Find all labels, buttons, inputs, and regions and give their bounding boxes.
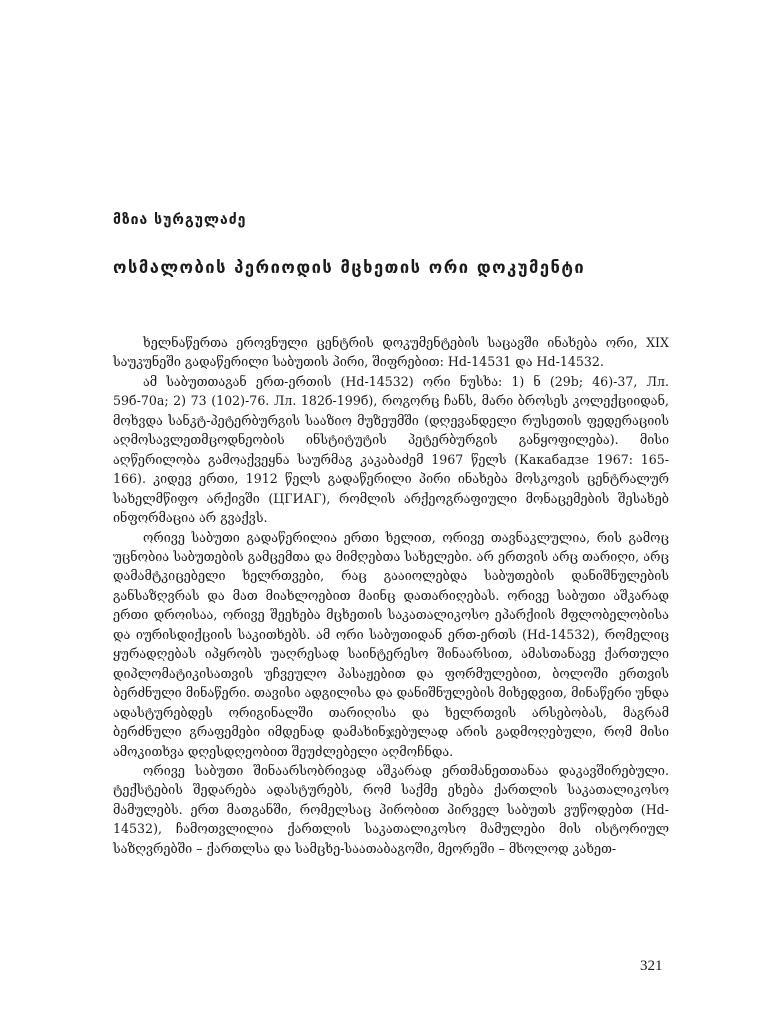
page-number: 321 xyxy=(640,958,663,974)
article-title: ოსმალობის პერიოდის მცხეთის ორი დოკუმენტი xyxy=(113,258,586,277)
paragraph: ხელნაწერთა ეროვნული ცენტრის დოკუმენტების საცავში ინახება ორი, XIX საუკუნეში გადაწერილი საბუთის პირი, შიფრებით: Hd-14531 და Hd-14532. xyxy=(113,335,669,370)
paragraph: ამ საბუთთაგან ერთ-ერთის (Hd-14532) ორი ნუსხა: 1) ნ (29b; 46)-37, Лл. 59б-70а; 2) 73 (102)-76. Лл. 182б-199б), როგორც ჩანს, მარი ბროსეს კოლექციიდან, მოხვდა სანკტ-პეტერბურგის სააზიო მუზეუმში (დღევანდელი რუსეთის ფედერაციის აღმოსავლეთმცოდნეობის ინსტიტუტის პეტერბურგის განყოფილება). მისი აღწერილობა გამოაქვეყნა საურმაგ კაკაბაძემ 1967 წელს (Какабадзе 1967: 165-166). კიდევ ერთი, 1912 წელს გადაწერილი პირი ინახება მოსკოვის ცენტრალურ სახელმწიფო არქივში (ЦГИАГ), რომლის არქეოგრაფიული მონაცემების შესახებ ინფორმაცია არ გვაქვს. xyxy=(113,373,669,526)
paragraph: ორივე საბუთი გადაწერილია ერთი ხელით, ორივე თავნაკლულია, რის გამოც უცნობია საბუთების გამცემთა და მიმღებთა სახელები. არ ერთვის არც თარიღი, არც დამამტკიცებელი ხელრთვები, რაც გააიოლებდა საბუთების დანიშნულების განსაზღვრას და მათ მიახლოებით მაინც დათარიღებას. ორივე საბუთი აშკარად ერთი დროისაა, ორივე შეეხება მცხეთის საკათალიკოსო ეპარქიის მფლობელობისა და იურისდიქციის საკითხებს. ამ ორი საბუთიდან ერთ-ერთს (Hd-14532), რომელიც ყურადღებას იპყრობს უაღრესად საინტერესო შინაარსით, ამასთანავე ქართული დიპლომატიკისათვის უჩვეულო პასაჟებით და ფორმულებით, ბოლოში ერთვის ბერძნული მინაწერი. თავისი ადგილისა და დანიშნულების მიხედვით, მინაწერი უნდა ადასტურებდეს ორიგინალში თარიღისა და ხელრთვის არსებობას, მაგრამ ბერძნული გრაფემები იმდენად დამახინჯებულად არის გადმოღებული, რომ მისი ამოკითხვა დღესდღეობით შეუძლებელი აღმოჩნდა. xyxy=(113,529,669,759)
paragraph: ორივე საბუთი შინაარსობრივად აშკარად ერთმანეთთანაა დაკავშირებული. ტექსტების შედარება ადასტურებს, რომ საქმე ეხება ქართლის საკათალიკოსო მამულებს. ერთ მათგანში, რომელსაც პირობით პირველ საბუთს ვუწოდებთ (Hd-14532), ჩამოთვლილია ქართლის საკათალიკოსო მამულები მის ისტორიულ საზღვრებში – ქართლსა და სამცხე-საათაბაგოში, მეორეში – მხოლოდ კახეთ- xyxy=(113,762,669,856)
article-body xyxy=(113,333,669,858)
author-name: მზია სურგულაძე xyxy=(113,212,247,228)
